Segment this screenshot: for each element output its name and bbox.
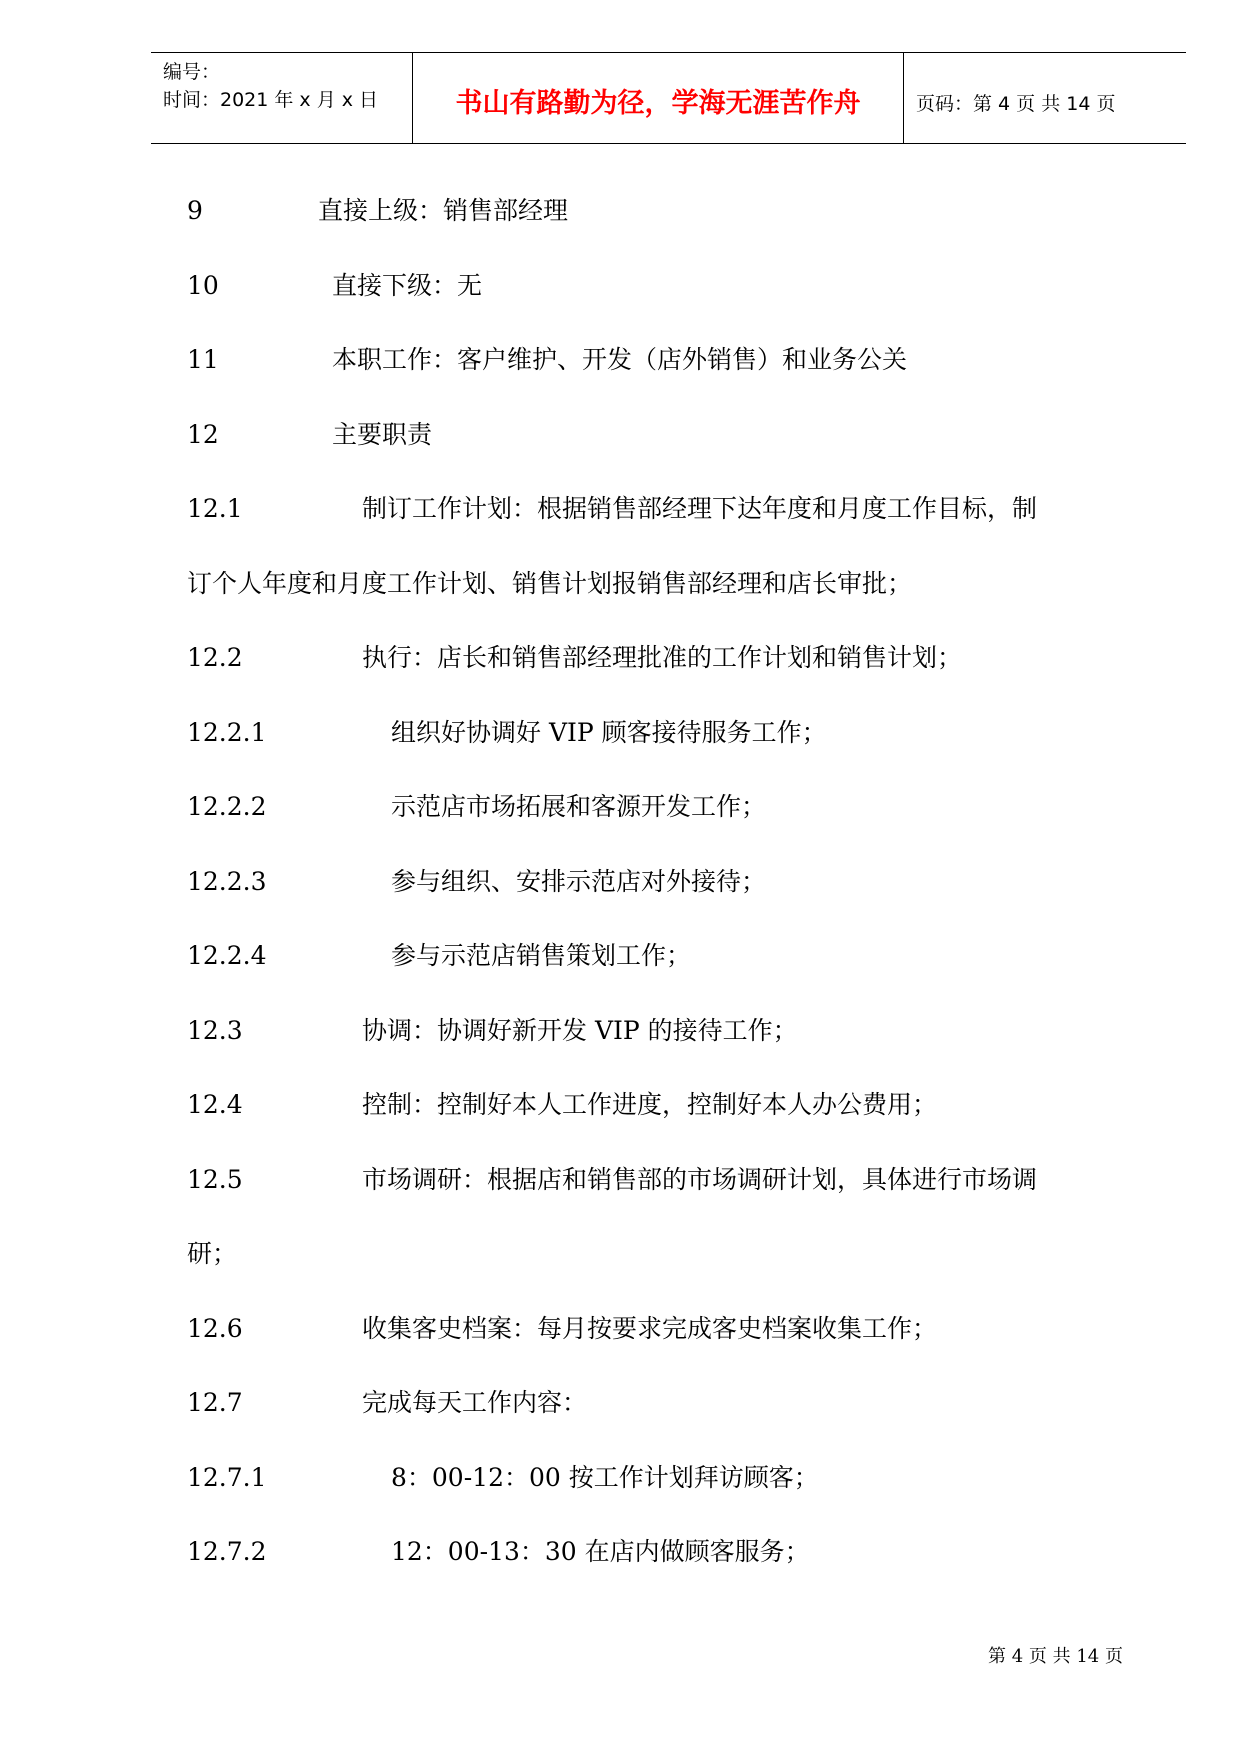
item-text-continuation: 研； — [187, 1239, 238, 1268]
item-text: 市场调研：根据店和销售部的市场调研计划，具体进行市场调 — [362, 1165, 1038, 1194]
header-motto: 书山有路勤为径，学海无涯苦作舟 — [455, 88, 861, 119]
item-text: 执行：店长和销售部经理批准的工作计划和销售计划； — [362, 643, 963, 672]
item-text-continuation: 订个人年度和月度工作计划、销售计划报销售部经理和店长审批； — [187, 569, 913, 598]
item-number: 11 — [187, 345, 219, 374]
item-text: 12：00-13：30 在店内做顾客服务； — [391, 1537, 810, 1566]
header-motto-cell — [413, 53, 904, 143]
item-text: 收集客史档案：每月按要求完成客史档案收集工作； — [362, 1314, 938, 1343]
item-number: 12.2.1 — [187, 718, 267, 747]
item-number: 12.2.4 — [187, 941, 267, 970]
header-page-cell — [904, 53, 1186, 143]
item-text: 主要职责 — [332, 420, 433, 449]
item-text: 协调：协调好新开发 VIP 的接待工作； — [362, 1016, 798, 1045]
item-number: 12.4 — [187, 1090, 243, 1119]
item-number: 12 — [187, 420, 219, 449]
header-page-code: 页码：第 4 页 共 14 页 — [916, 93, 1116, 115]
item-text: 制订工作计划：根据销售部经理下达年度和月度工作目标，制 — [362, 494, 1038, 523]
item-number: 12.1 — [187, 494, 243, 523]
item-text: 参与示范店销售策划工作； — [391, 941, 692, 970]
item-text: 直接下级：无 — [332, 271, 483, 300]
item-number: 12.3 — [187, 1016, 243, 1045]
item-text: 控制：控制好本人工作进度，控制好本人办公费用； — [362, 1090, 938, 1119]
item-text: 直接上级：销售部经理 — [318, 196, 569, 225]
item-number: 12.2 — [187, 643, 243, 672]
item-number: 12.6 — [187, 1314, 243, 1343]
header-info-cell — [151, 53, 413, 143]
page-header — [151, 52, 1186, 144]
item-number: 12.2.3 — [187, 867, 267, 896]
item-number: 12.2.2 — [187, 792, 267, 821]
item-number: 9 — [187, 196, 203, 225]
item-text: 参与组织、安排示范店对外接待； — [391, 867, 767, 896]
item-text: 本职工作：客户维护、开发（店外销售）和业务公关 — [332, 345, 908, 374]
item-text: 8：00-12：00 按工作计划拜访顾客； — [391, 1463, 819, 1492]
item-number: 12.7 — [187, 1388, 243, 1417]
item-number: 12.5 — [187, 1165, 243, 1194]
document-time-label: 时间：2021 年 x 月 x 日 — [163, 89, 379, 111]
item-number: 12.7.2 — [187, 1537, 267, 1566]
document-number-label: 编号： — [163, 61, 221, 83]
item-text: 组织好协调好 VIP 顾客接待服务工作； — [391, 718, 827, 747]
item-text: 完成每天工作内容： — [362, 1388, 588, 1417]
page-footer: 第 4 页 共 14 页 — [988, 1646, 1123, 1667]
item-number: 12.7.1 — [187, 1463, 267, 1492]
item-text: 示范店市场拓展和客源开发工作； — [391, 792, 767, 821]
item-number: 10 — [187, 271, 219, 300]
